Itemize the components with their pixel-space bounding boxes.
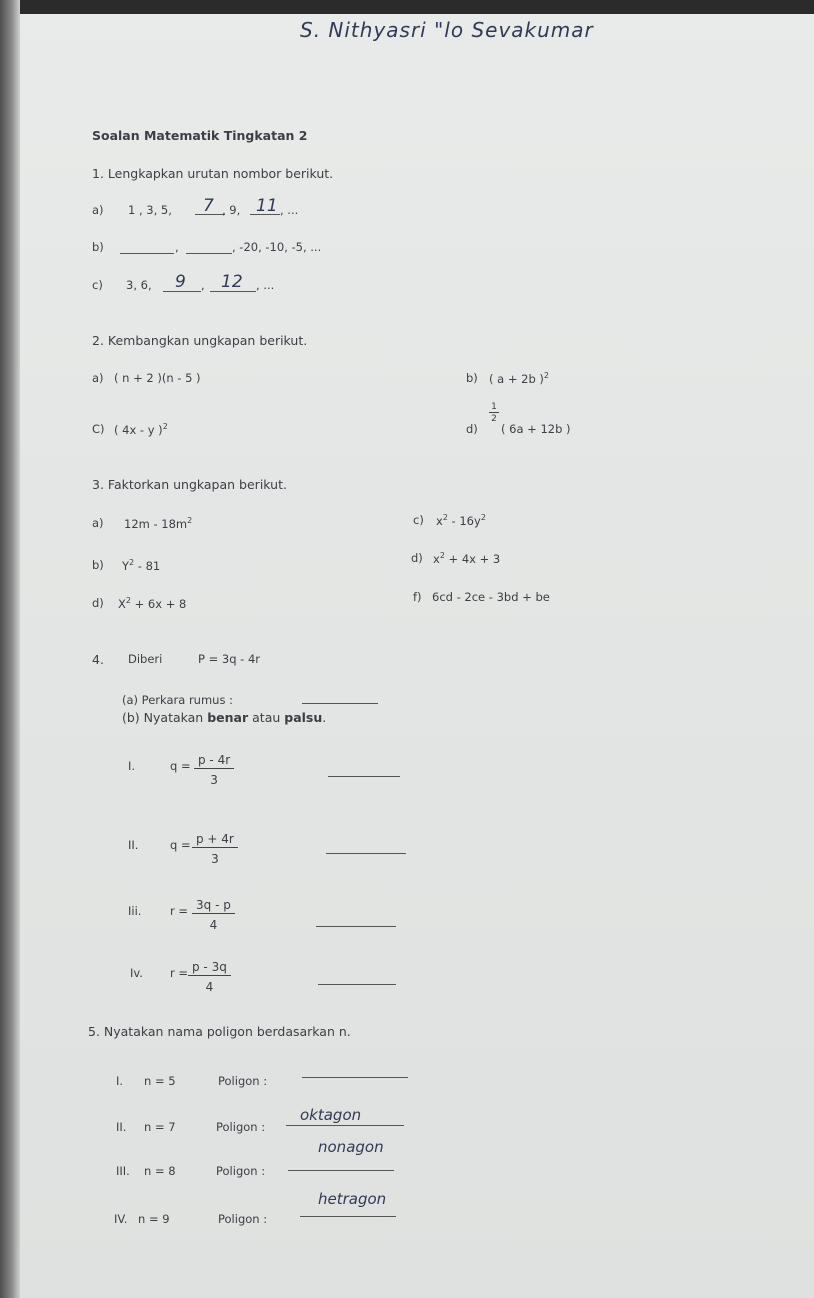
q2b-expr: ( a + 2b ) bbox=[489, 371, 544, 386]
student-name: S. Nithyasri "lo Sevakumar bbox=[300, 18, 594, 42]
q5-item3-label: III. bbox=[116, 1164, 130, 1178]
q4a-text: (a) Perkara rumus : bbox=[122, 693, 233, 707]
q4-item3-num: 3q - p bbox=[192, 898, 235, 914]
q3b-expr-wrap bbox=[122, 558, 160, 573]
q1b-label: b) bbox=[92, 240, 104, 254]
q5-item1-n: n = 5 bbox=[144, 1074, 176, 1088]
q2a-expr: ( n + 2 )(n - 5 ) bbox=[114, 371, 201, 385]
q5-item4-label: IV. bbox=[114, 1212, 128, 1226]
q2d-frac-den: 2 bbox=[491, 414, 497, 424]
q3d2-label: d) bbox=[92, 596, 104, 610]
q4-item1-num: p - 4r bbox=[194, 753, 234, 769]
q4-item4-lhs: r = bbox=[170, 966, 189, 980]
q3d2-expr-wrap bbox=[118, 596, 186, 611]
q3d1-rest: + 4x + 3 bbox=[444, 551, 501, 566]
q1b-blank-1 bbox=[120, 253, 174, 254]
q1b-sep: , bbox=[175, 240, 179, 254]
q3-instruction: 3. Faktorkan ungkapan berikut. bbox=[92, 477, 287, 492]
q1c-tail: , ... bbox=[256, 278, 275, 292]
q3d1-expr: x bbox=[433, 551, 440, 566]
q3c-exponent: 2 bbox=[442, 513, 448, 522]
q5-item1-poly: Poligon : bbox=[218, 1074, 268, 1088]
q5-item2-poly: Poligon : bbox=[216, 1120, 266, 1134]
q1a-tail: , ... bbox=[280, 203, 299, 217]
q3a-expr-wrap bbox=[124, 516, 192, 531]
page-title: Soalan Matematik Tingkatan 2 bbox=[92, 128, 308, 143]
q1a-sep: , 9, bbox=[222, 203, 241, 217]
q4-item2-den: 3 bbox=[211, 852, 219, 866]
q5-item2-answer: oktagon bbox=[300, 1106, 362, 1124]
q3b-expr: Y bbox=[122, 558, 130, 573]
q3c-expr-wrap bbox=[436, 513, 486, 528]
q4-item1-fraction bbox=[194, 753, 234, 787]
q1a-blank-2 bbox=[250, 214, 280, 215]
q2d-label: d) bbox=[466, 422, 478, 436]
q4-item1-den: 3 bbox=[210, 773, 218, 787]
q4-item2-lhs: q = bbox=[170, 838, 191, 852]
q3d2-expr: X bbox=[118, 596, 126, 611]
q2c-label: C) bbox=[92, 422, 105, 436]
q1a-label: a) bbox=[92, 203, 104, 217]
q3b-rest: - 81 bbox=[134, 558, 161, 573]
photo-top-edge bbox=[0, 0, 814, 14]
q5-item3-poly: Poligon : bbox=[216, 1164, 266, 1178]
q3f-label: f) bbox=[413, 590, 422, 604]
q2a-label: a) bbox=[92, 371, 104, 385]
q4-item4-answer-blank bbox=[318, 984, 396, 985]
q4-item4-den: 4 bbox=[205, 980, 214, 994]
q4-item1-answer-blank bbox=[328, 776, 400, 777]
q3c-exponent-2: 2 bbox=[480, 513, 486, 522]
q1c-label: c) bbox=[92, 278, 103, 292]
q4-item2-fraction bbox=[192, 832, 238, 866]
q1c-given: 3, 6, bbox=[126, 278, 152, 292]
q1b-blank-2 bbox=[186, 253, 232, 254]
q2b-exponent: 2 bbox=[543, 371, 549, 380]
q1c-answer-2: 12 bbox=[221, 272, 243, 292]
q1c-blank-1 bbox=[163, 291, 201, 292]
q3d1-exponent: 2 bbox=[439, 551, 445, 560]
q1a-answer-2: 11 bbox=[256, 196, 278, 216]
q1a-blank-1 bbox=[195, 214, 225, 215]
q3b-label: b) bbox=[92, 558, 104, 572]
photo-left-edge bbox=[0, 0, 20, 1298]
q3c-expr: x bbox=[436, 513, 443, 528]
q4a-blank bbox=[302, 703, 378, 704]
q3c-rest: - 16y bbox=[447, 513, 481, 528]
q2-instruction: 2. Kembangkan ungkapan berikut. bbox=[92, 333, 308, 348]
q5-item3-blank bbox=[288, 1170, 394, 1171]
q5-instruction: 5. Nyatakan nama poligon berdasarkan n. bbox=[88, 1024, 351, 1039]
q5-item4-blank bbox=[300, 1216, 396, 1217]
q4-item4-fraction bbox=[188, 960, 231, 994]
q3d1-label: d) bbox=[411, 551, 423, 565]
q3d2-exponent: 2 bbox=[125, 596, 131, 605]
q4b-bold-true: benar bbox=[207, 710, 249, 725]
q4-item3-lhs: r = bbox=[170, 904, 189, 918]
q2d-fraction bbox=[489, 402, 499, 424]
q5-item4-poly: Poligon : bbox=[218, 1212, 268, 1226]
q4-item3-fraction bbox=[192, 898, 235, 932]
q2b-label: b) bbox=[466, 371, 478, 385]
q4-item3-answer-blank bbox=[316, 926, 396, 927]
q4-item4-num: p - 3q bbox=[188, 960, 231, 976]
q5-item2-blank bbox=[286, 1125, 404, 1126]
q1c-sep: , bbox=[201, 278, 205, 292]
q4-item3-label: Iii. bbox=[128, 904, 142, 918]
q2d-frac-num: 1 bbox=[489, 402, 499, 413]
q5-item4-n: n = 9 bbox=[138, 1212, 170, 1226]
q4b-suffix: atau bbox=[248, 710, 285, 725]
q5-item2-n: n = 7 bbox=[144, 1120, 176, 1134]
q1c-answer-1: 9 bbox=[175, 272, 186, 292]
q3a-label: a) bbox=[92, 516, 104, 530]
q5-item3-answer: nonagon bbox=[318, 1138, 384, 1156]
q4b-text bbox=[122, 710, 326, 725]
q4-item1-lhs: q = bbox=[170, 759, 191, 773]
q5-item1-label: I. bbox=[116, 1074, 124, 1088]
q3d2-rest: + 6x + 8 bbox=[130, 596, 187, 611]
q4-item2-num: p + 4r bbox=[192, 832, 238, 848]
q1a-answer-1: 7 bbox=[203, 196, 214, 216]
q4-item4-label: Iv. bbox=[130, 966, 143, 980]
q4b-end: . bbox=[322, 710, 327, 725]
q2d-expr: ( 6a + 12b ) bbox=[501, 422, 571, 436]
q5-item3-n: n = 8 bbox=[144, 1164, 176, 1178]
q2c-expr-wrap bbox=[114, 422, 168, 437]
q4-number: 4. bbox=[92, 652, 104, 667]
q4-item2-answer-blank bbox=[326, 853, 406, 854]
q1-instruction: 1. Lengkapkan urutan nombor berikut. bbox=[92, 166, 334, 181]
q4-given-expr: P = 3q - 4r bbox=[198, 652, 261, 666]
q5-item2-label: II. bbox=[116, 1120, 127, 1134]
q1a-given: 1 , 3, 5, bbox=[128, 203, 172, 217]
q5-item4-answer: hetragon bbox=[318, 1190, 387, 1208]
q3a-expr: 12m - 18m bbox=[124, 516, 188, 531]
q4-item2-label: II. bbox=[128, 838, 139, 852]
q1c-blank-2 bbox=[210, 291, 256, 292]
q5-item1-blank bbox=[302, 1077, 408, 1078]
q2c-expr: ( 4x - y ) bbox=[114, 422, 163, 437]
q2b-expr-wrap bbox=[489, 371, 549, 386]
q3c-label: c) bbox=[413, 513, 424, 527]
q3f-expr: 6cd - 2ce - 3bd + be bbox=[432, 590, 550, 604]
q2c-exponent: 2 bbox=[162, 422, 168, 431]
q4-item3-den: 4 bbox=[209, 918, 218, 932]
q3b-exponent: 2 bbox=[129, 558, 135, 567]
q4-given-label: Diberi bbox=[128, 652, 163, 666]
q4b-prefix: (b) Nyatakan bbox=[122, 710, 208, 725]
q3a-exponent: 2 bbox=[187, 516, 193, 525]
q4-item1-label: I. bbox=[128, 759, 136, 773]
q4b-bold-false: palsu bbox=[284, 710, 323, 725]
q3d1-expr-wrap bbox=[433, 551, 500, 566]
q1b-tail: , -20, -10, -5, ... bbox=[232, 240, 322, 254]
